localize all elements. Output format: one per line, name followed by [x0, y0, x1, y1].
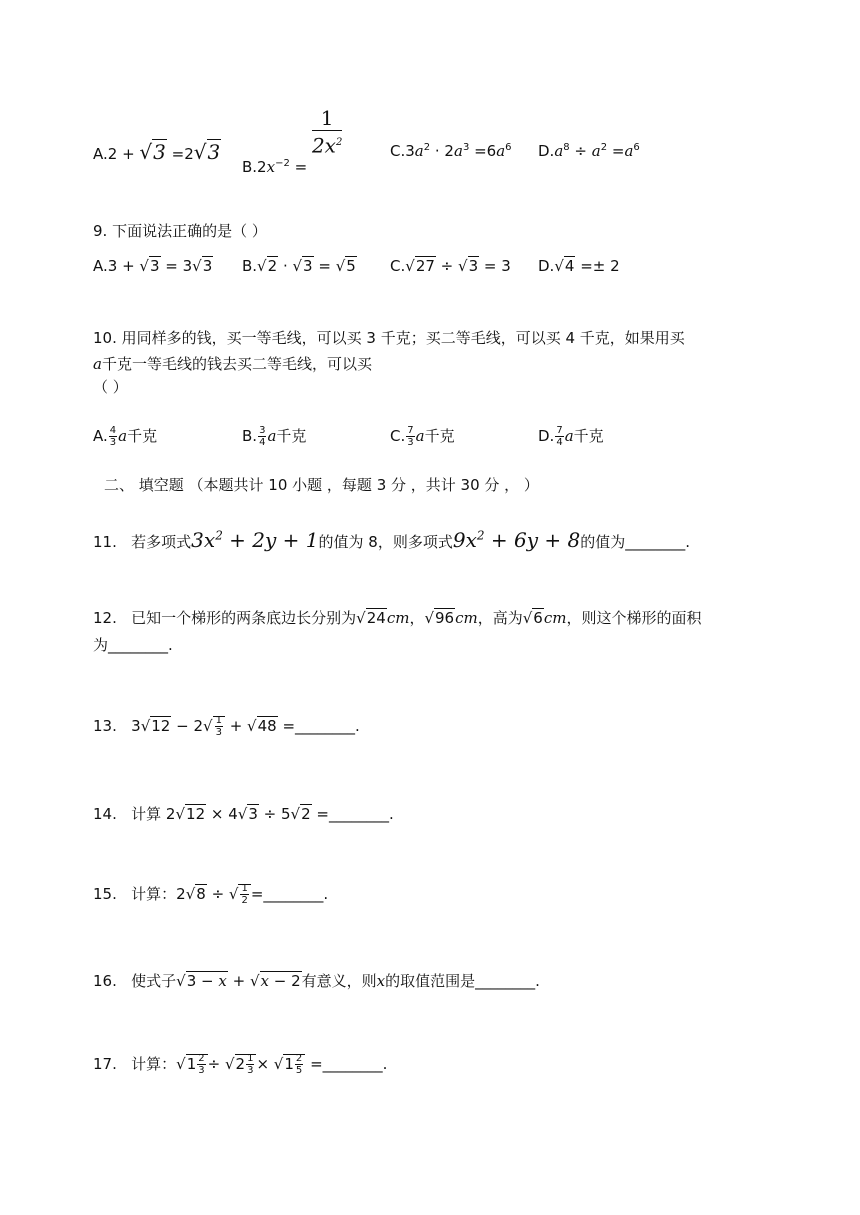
q9-choice-b: B.√2 · √3 = √5 [242, 257, 356, 275]
q8-choice-b: $B.2x^{-2}$ = $\frac{1}{2x^2}$ [242, 106, 343, 177]
q10-line3: （ ） [93, 378, 128, 396]
q17: 17. 计算：√1 $\frac{2}{3}$ ÷ √2 $\frac{1}{3}$ × √1 $\frac{2}{5}$ =________. [93, 1053, 388, 1076]
q9-choice-a: A.3 + √3 = 3√3 [93, 257, 213, 275]
q15: 15. 计算：2√8 ÷ √ $\frac{1}{2}$ =________. [93, 883, 329, 906]
q8-choice-c: $C.3a^2 \cdot 2a^3 =6a^6$ [390, 142, 512, 160]
q14: 14. 计算 2√12 × 4√3 ÷ 5√2 =________. [93, 805, 394, 823]
q8-choice-a: A.2 + √3 =2√3 [93, 140, 221, 164]
q9-choice-c: C.√27 ÷ √3 = 3 [390, 257, 511, 275]
q12-line2: 为________. [93, 636, 173, 654]
q9-stem: 9. 下面说法正确的是（ ） [93, 222, 267, 240]
q8-choice-d: $D.a^8 \div a^2 =a^6$ [538, 142, 640, 160]
q10-line2: a千克一等毛线的钱去买二等毛线，可以买 [93, 355, 372, 373]
q16: 16. 使式子√3 − x + √x − 2有意义，则x的取值范围是________. [93, 972, 540, 990]
q12-line1: 12. 已知一个梯形的两条底边长分别为√24cm，√96cm，高为√6cm，则这个梯形的面积 [93, 609, 702, 627]
q10-choice-a: A. $\frac{4}{3}$ a千克 [93, 425, 158, 448]
q11: 11. 若多项式$3x^2 + 2y + 1$的值为 8，则多项式$9x^2 + 6y + 8$的值为________. [93, 528, 690, 552]
q10-line1: 10. 用同样多的钱，买一等毛线，可以买 3 千克；买二等毛线，可以买 4 千克，如果用买 [93, 329, 685, 347]
q9-choice-d: D.√4 =± 2 [538, 257, 620, 275]
q13: 13. 3√12 − 2√ $\frac{1}{3}$ + √48 =________. [93, 715, 360, 738]
q10-choice-d: D. $\frac{7}{4}$ a千克 [538, 425, 604, 448]
q10-choice-b: B. $\frac{3}{4}$ a千克 [242, 425, 307, 448]
q10-choice-c: C. $\frac{7}{3}$ a千克 [390, 425, 455, 448]
section-title: 二、 填空题 （本题共计 10 小题 ，每题 3 分 ，共计 30 分 ， ） [104, 476, 539, 494]
